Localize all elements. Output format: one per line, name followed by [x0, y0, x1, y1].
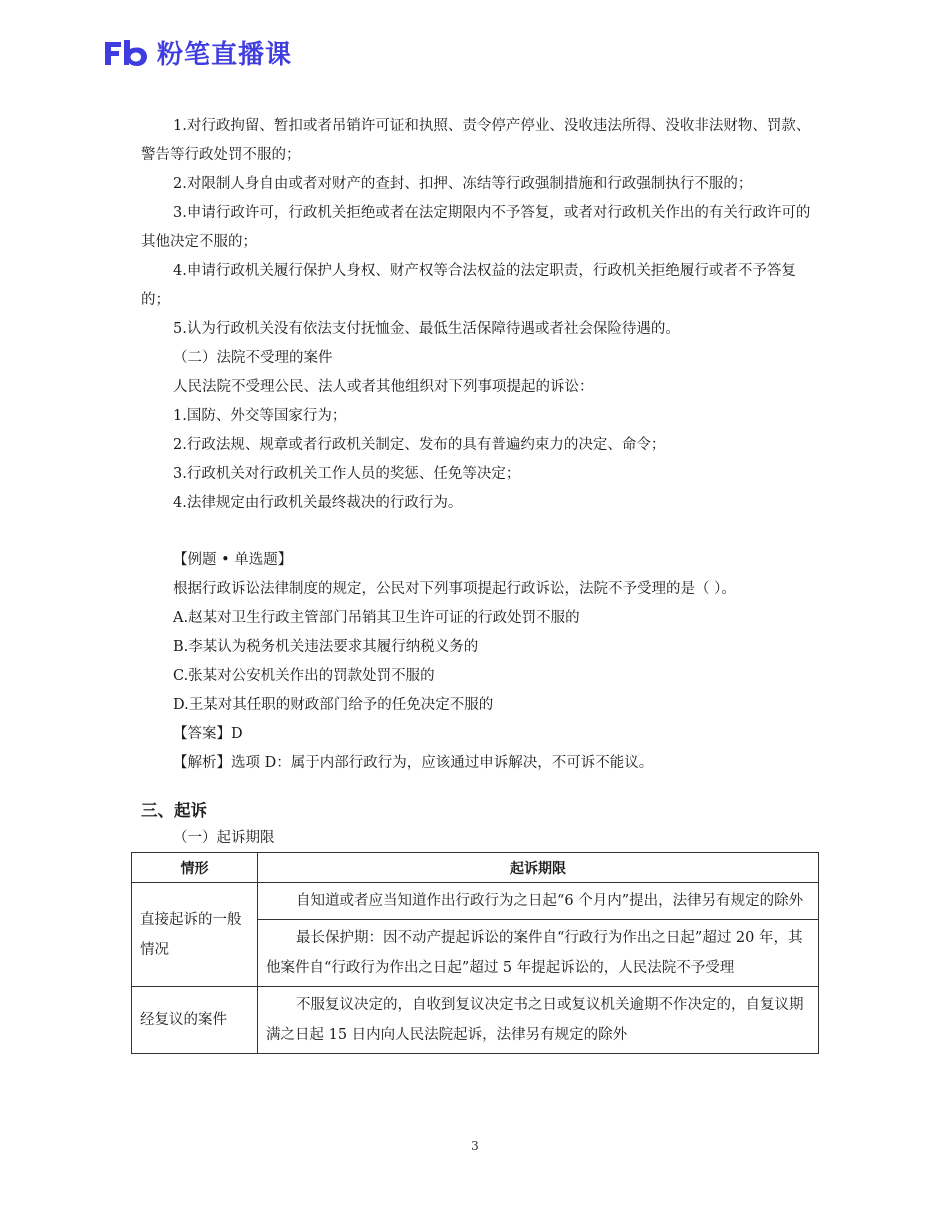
deadline-table — [131, 852, 819, 1054]
analysis: 【解析】选项 D：属于内部行政行为，应该通过申诉解决，不可诉不能议。 — [173, 755, 654, 771]
option-a: A.赵某对卫生行政主管部门吊销其卫生许可证的行政处罚不服的 — [173, 610, 580, 626]
table-header: 情形 — [132, 853, 258, 883]
list-item: 1.国防、外交等国家行为； — [173, 408, 347, 424]
list-item: 5.认为行政机关没有依法支付抚恤金、最低生活保障待遇或者社会保险待遇的。 — [173, 321, 680, 337]
page-number: 3 — [471, 1139, 479, 1153]
table-header-row — [132, 853, 819, 883]
fb-logo-icon — [103, 38, 149, 68]
table-header: 起诉期限 — [258, 853, 819, 883]
document-body — [141, 112, 819, 853]
table-cell: 不服复议决定的，自收到复议决定书之日或复议机关逾期不作决定的，自复议期满之日起 15 日内向人民法院起诉，法律另有规定的除外 — [258, 987, 819, 1054]
brand-name: 粉笔直播课 — [157, 40, 293, 70]
example-question: 根据行政诉讼法律制度的规定，公民对下列事项提起行政诉讼，法院不予受理的是（ ）。 — [173, 581, 736, 597]
table-cell: 自知道或者应当知道作出行政行为之日起“6 个月内”提出，法律另有规定的除外 — [258, 883, 819, 920]
section-intro: 人民法院不受理公民、法人或者其他组织对下列事项提起的诉讼： — [173, 379, 594, 395]
list-item: 3.行政机关对行政机关工作人员的奖惩、任免等决定； — [173, 466, 521, 482]
table-cell: 最长保护期：因不动产提起诉讼的案件自“行政行为作出之日起”超过 20 年，其他案件自“行政行为作出之日起”超过 5 年提起诉讼的，人民法院不予受理 — [258, 920, 819, 987]
table-row-label: 经复议的案件 — [132, 987, 258, 1054]
section-title: （二）法院不受理的案件 — [173, 350, 333, 366]
option-d: D.王某对其任职的财政部门给予的任免决定不服的 — [173, 697, 494, 713]
list-item: 1.对行政拘留、暂扣或者吊销许可证和执照、责令停产停业、没收违法所得、没收非法财物、罚款、警告等行政处罚不服的； — [141, 118, 811, 163]
example-tag: 【例题 • 单选题】 — [173, 552, 293, 568]
option-b: B.李某认为税务机关违法要求其履行纳税义务的 — [173, 639, 479, 655]
section-subheading: （一）起诉期限 — [173, 830, 275, 846]
table-row — [132, 987, 819, 1054]
brand-logo — [103, 34, 292, 71]
option-c: C.张某对公安机关作出的罚款处罚不服的 — [173, 668, 435, 684]
list-item: 4.申请行政机关履行保护人身权、财产权等合法权益的法定职责，行政机关拒绝履行或者不予答复的； — [141, 263, 796, 308]
list-item: 2.对限制人身自由或者对财产的查封、扣押、冻结等行政强制措施和行政强制执行不服的； — [173, 176, 753, 192]
section-heading: 三、起诉 — [141, 801, 207, 820]
list-item: 4.法律规定由行政机关最终裁决的行政行为。 — [173, 495, 463, 511]
list-item: 3.申请行政许可，行政机关拒绝或者在法定期限内不予答复，或者对行政机关作出的有关行政许可的其他决定不服的； — [141, 205, 811, 250]
list-item: 2.行政法规、规章或者行政机关制定、发布的具有普遍约束力的决定、命令； — [173, 437, 666, 453]
table-row — [132, 883, 819, 920]
table-row-label: 直接起诉的一般情况 — [132, 883, 258, 987]
answer: 【答案】D — [173, 726, 243, 742]
